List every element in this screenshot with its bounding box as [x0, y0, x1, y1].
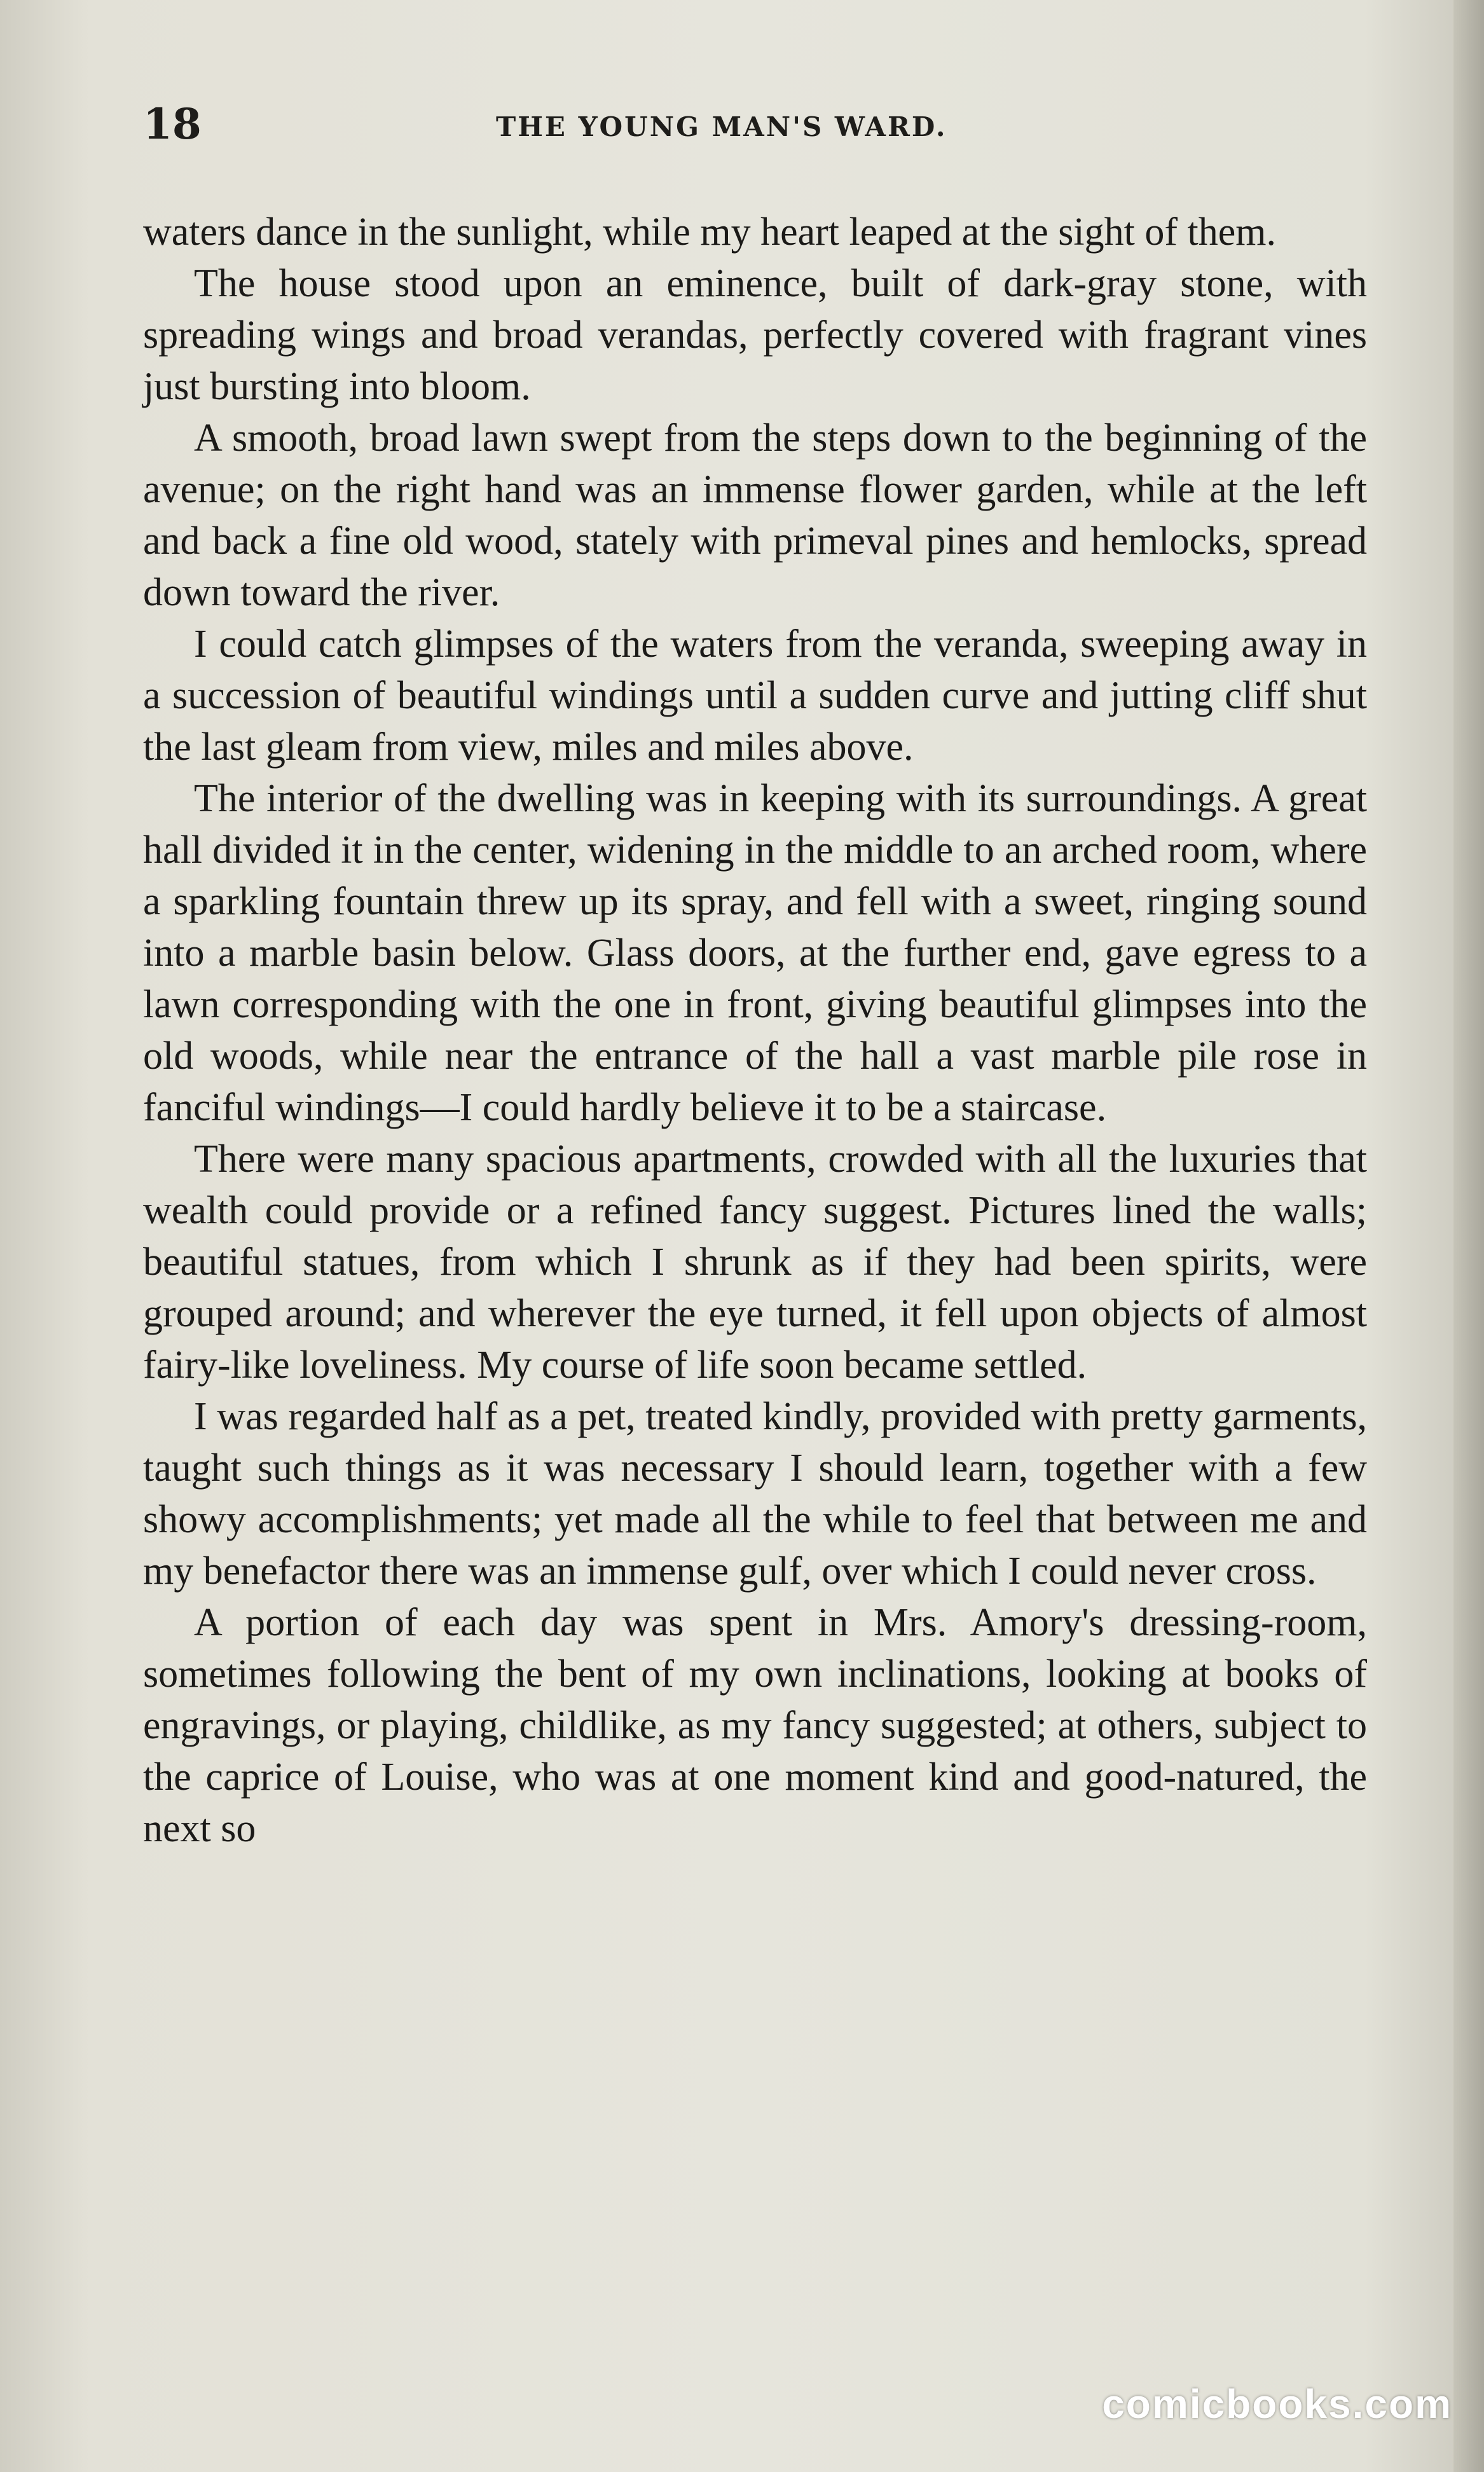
page-number: 18: [143, 99, 202, 149]
page-edge: [1453, 0, 1484, 2472]
paragraph: A smooth, broad lawn swept from the steps down to the beginning of the avenue; on the right hand was an immense flower garden, while at the left and back a fine old wood, stately with primeval pines and hemlocks, spread down toward the river.: [143, 416, 1367, 614]
paragraph: The interior of the dwelling was in keeping with its surroundings. A great hall divided it in the center, widening in the middle to an arched room, where a sparkling fountain threw up its spray, and fell with a sweet, ringing sound into a marble basin below. Glass doors, at the further end, gave egress to a lawn corresponding with the one in front, giving beautiful glimpses into the old woods, while near the entrance of the hall a vast marble pile rose in fanciful windings—I could hardly believe it to be a staircase.: [143, 777, 1367, 1129]
paragraph: I was regarded half as a pet, treated kindly, provided with pretty garments, taught such things as it was necessary I should learn, together with a few showy accomplishments; yet made all the while to feel that between me and my benefactor there was an immense gulf, over which I could never cross.: [143, 1395, 1367, 1593]
running-head: [143, 95, 1370, 153]
paragraph: I could catch glimpses of the waters from the veranda, sweeping away in a succession of beautiful windings until a sudden curve and jutting cliff shut the last gleam from view, miles and miles above.: [143, 622, 1367, 769]
paragraph: There were many spacious apartments, crowded with all the luxuries that wealth could provide or a refined fancy suggest. Pictures lined the walls; beautiful statues, from which I shrunk as if they had been spirits, were grouped around; and wherever the eye turned, it fell upon objects of almost fairy-like loveliness. My course of life soon became settled.: [143, 1137, 1367, 1387]
running-title: THE YOUNG MAN'S WARD.: [496, 111, 947, 142]
body-text: [143, 207, 1367, 1855]
paragraph-continued: waters dance in the sunlight, while my heart leaped at the sight of them.: [143, 210, 1276, 254]
watermark: comicbooks.com: [1102, 2381, 1452, 2427]
paragraph: A portion of each day was spent in Mrs. Amory's dressing-room, sometimes following the bent of my own inclinations, looking at books of engravings, or playing, childlike, as my fancy suggested; at others, subject to the caprice of Louise, who was at one moment kind and good-natured, the next so: [143, 1601, 1367, 1850]
paragraph: The house stood upon an eminence, built of dark-gray stone, with spreading wings and broad verandas, perfectly covered with fragrant vines just bursting into bloom.: [143, 262, 1367, 408]
